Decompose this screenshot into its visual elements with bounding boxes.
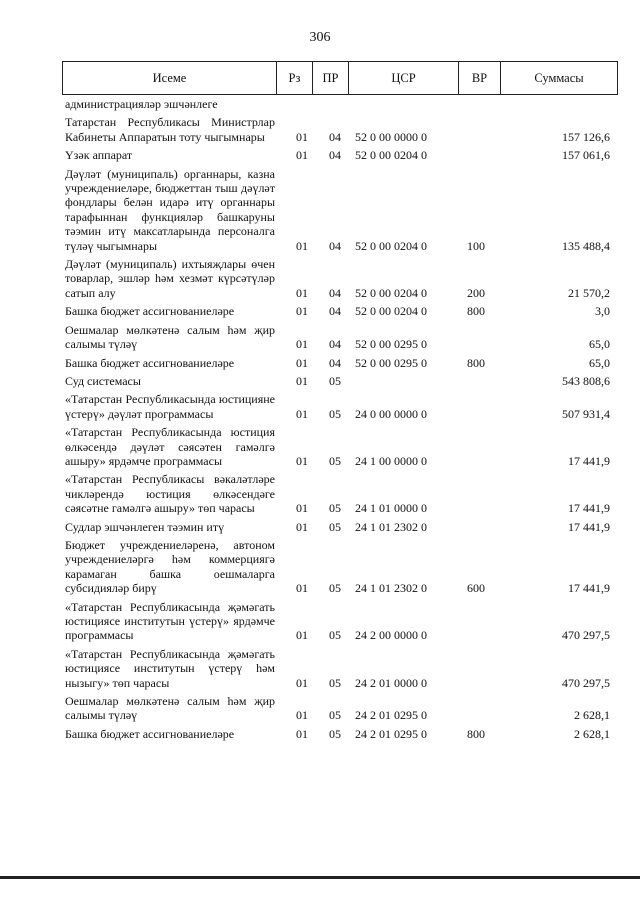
header-rz: Рз bbox=[277, 62, 313, 94]
row-sum: 3,0 bbox=[595, 304, 610, 319]
header-name: Исеме bbox=[63, 62, 277, 94]
row-pr: 04 bbox=[329, 355, 341, 370]
row-name: Татарстан Республикасы Министрлар Кабинеты Аппаратын тоту чыгымнары bbox=[65, 115, 275, 144]
row-name: «Татарстан Республикасында юстицияне үстерү» дәүләт программасы bbox=[65, 392, 275, 421]
row-sum: 2 628,1 bbox=[574, 708, 610, 723]
row-rz: 01 bbox=[296, 373, 308, 388]
row-name: Башка бюджет ассигнованиеләре bbox=[65, 726, 235, 741]
row-csr: 24 0 00 0000 0 bbox=[355, 406, 427, 421]
row-pr: 05 bbox=[329, 453, 341, 468]
table-row bbox=[65, 167, 610, 253]
row-name: «Татарстан Республикасында җәмәгать юстициясе институтын үстерү һәм нызыгу» төп чарасы bbox=[65, 646, 275, 690]
header-sum: Суммасы bbox=[534, 70, 584, 85]
page-number: 306 bbox=[309, 30, 331, 45]
row-pr: 05 bbox=[329, 373, 341, 388]
row-pr: 05 bbox=[329, 519, 341, 534]
row-vr: 800 bbox=[467, 304, 485, 319]
row-sum: 65,0 bbox=[589, 355, 610, 370]
row-name: «Татарстан Республикасында юстиция өлкәсендә дәүләт сәясәтен гамәлгә ашыру» ярдәмче программасы bbox=[65, 425, 275, 468]
table-row bbox=[65, 304, 610, 318]
row-rz: 01 bbox=[296, 148, 308, 163]
row-pr: 04 bbox=[329, 148, 341, 163]
row-name: администрацияләр эшчәнлеге bbox=[65, 97, 218, 111]
table-row bbox=[65, 425, 610, 468]
row-csr: 52 0 00 0000 0 bbox=[355, 129, 427, 144]
row-name: Суд системасы bbox=[65, 373, 141, 388]
header-vr: ВР bbox=[459, 62, 501, 94]
row-csr: 52 0 00 0204 0 bbox=[355, 285, 427, 300]
row-sum: 17 441,9 bbox=[568, 501, 610, 516]
row-vr: 600 bbox=[467, 581, 485, 596]
row-csr: 24 1 00 0000 0 bbox=[355, 453, 427, 468]
row-pr: 04 bbox=[329, 337, 341, 352]
row-name: Оешмалар мөлкәтенә салым һәм җир салымы түләү bbox=[65, 694, 275, 723]
row-sum: 17 441,9 bbox=[568, 453, 610, 468]
row-rz: 01 bbox=[296, 581, 308, 596]
row-sum: 470 297,5 bbox=[562, 675, 610, 690]
row-rz: 01 bbox=[296, 238, 308, 253]
row-rz: 01 bbox=[296, 337, 308, 352]
table-body bbox=[65, 97, 610, 741]
row-name: Оешмалар мөлкәтенә салым һәм җир салымы түләү bbox=[65, 322, 275, 352]
row-sum: 157 061,6 bbox=[562, 148, 610, 163]
row-pr: 04 bbox=[329, 129, 341, 144]
row-name: Башка бюджет ассигнованиеләре bbox=[65, 355, 235, 370]
row-csr: 52 0 00 0295 0 bbox=[355, 355, 427, 370]
row-sum: 507 931,4 bbox=[562, 406, 610, 421]
row-sum: 65,0 bbox=[589, 337, 610, 352]
row-pr: 05 bbox=[329, 581, 341, 596]
row-name: «Татарстан Республикасында җәмәгать юстициясе институтын үстерү» ярдәмче программасы bbox=[65, 599, 275, 643]
row-pr: 05 bbox=[329, 501, 341, 516]
table-row bbox=[65, 392, 610, 421]
row-csr: 52 0 00 0295 0 bbox=[355, 337, 427, 352]
row-sum: 543 808,6 bbox=[562, 373, 610, 388]
header-csr: ЦСР bbox=[349, 62, 459, 94]
row-rz: 01 bbox=[296, 406, 308, 421]
row-pr: 05 bbox=[329, 406, 341, 421]
row-csr: 24 1 01 2302 0 bbox=[355, 581, 427, 596]
row-pr: 05 bbox=[329, 726, 341, 741]
row-rz: 01 bbox=[296, 675, 308, 690]
row-name: «Татарстан Республикасы вәкаләтләре чикләрендә юстиция өлкәсендәге сәясәтне гамәлгә ашыру» төп чарасы bbox=[65, 472, 275, 516]
page-bottom-border bbox=[0, 876, 640, 879]
row-csr: 52 0 00 0204 0 bbox=[355, 304, 427, 319]
row-rz: 01 bbox=[296, 285, 308, 300]
row-rz: 01 bbox=[296, 708, 308, 723]
row-rz: 01 bbox=[296, 129, 308, 144]
row-pr: 05 bbox=[329, 628, 341, 643]
table-row bbox=[65, 356, 610, 370]
table-row bbox=[65, 472, 610, 515]
row-name: Судлар эшчәнлеген тәэмин итү bbox=[65, 519, 225, 534]
row-csr: 24 2 01 0295 0 bbox=[355, 726, 427, 741]
table-row bbox=[65, 647, 610, 690]
row-name: Башка бюджет ассигнованиеләре bbox=[65, 304, 235, 319]
row-csr: 24 2 00 0000 0 bbox=[355, 628, 427, 643]
row-name: Дәүләт (муниципаль) ихтыяҗлары өчен товарлар, эшләр һәм хезмәт күрсәтүләр сатып алу bbox=[65, 257, 275, 300]
table-row bbox=[65, 97, 610, 111]
row-csr: 24 1 01 0000 0 bbox=[355, 501, 427, 516]
row-sum: 21 570,2 bbox=[568, 285, 610, 300]
table-row bbox=[65, 257, 610, 300]
row-name: Үзәк аппарат bbox=[65, 148, 133, 163]
header-pr: ПР bbox=[313, 62, 349, 94]
table-row bbox=[65, 600, 610, 643]
row-vr: 100 bbox=[467, 238, 485, 253]
row-sum: 2 628,1 bbox=[574, 726, 610, 741]
row-rz: 01 bbox=[296, 355, 308, 370]
row-pr: 05 bbox=[329, 708, 341, 723]
table-row bbox=[65, 727, 610, 741]
row-rz: 01 bbox=[296, 453, 308, 468]
row-csr: 52 0 00 0204 0 bbox=[355, 148, 427, 163]
row-pr: 04 bbox=[329, 238, 341, 253]
row-sum: 17 441,9 bbox=[568, 581, 610, 596]
row-rz: 01 bbox=[296, 304, 308, 319]
row-pr: 04 bbox=[329, 285, 341, 300]
row-csr: 24 1 01 2302 0 bbox=[355, 519, 427, 534]
row-pr: 04 bbox=[329, 304, 341, 319]
table-row bbox=[65, 538, 610, 596]
table-row bbox=[65, 148, 610, 162]
row-rz: 01 bbox=[296, 726, 308, 741]
table-row bbox=[65, 694, 610, 723]
row-sum: 135 488,4 bbox=[562, 238, 610, 253]
table-row bbox=[65, 374, 610, 388]
table-row bbox=[65, 115, 610, 144]
row-csr: 24 2 01 0000 0 bbox=[355, 675, 427, 690]
row-rz: 01 bbox=[296, 628, 308, 643]
row-pr: 05 bbox=[329, 675, 341, 690]
row-csr: 52 0 00 0204 0 bbox=[355, 238, 427, 253]
row-sum: 470 297,5 bbox=[562, 628, 610, 643]
table-row bbox=[65, 323, 610, 352]
row-vr: 800 bbox=[467, 726, 485, 741]
row-sum: 157 126,6 bbox=[562, 129, 610, 144]
row-csr: 24 2 01 0295 0 bbox=[355, 708, 427, 723]
row-rz: 01 bbox=[296, 519, 308, 534]
row-name: Бюджет учреждениеләренә, автоном учреждениеләргә һәм коммерциягә карамаган башка оешмаларга субсидияләр бирү bbox=[65, 537, 275, 596]
row-name: Дәүләт (муниципаль) органнары, казна учреждениеләре, бюджеттан тыш дәүләт фондлары белән идарә итү органнары тарафыннан функцияләр башкаруны тәэмин итү максатларында персоналга түләү чыгымнары bbox=[65, 166, 275, 253]
row-sum: 17 441,9 bbox=[568, 519, 610, 534]
row-vr: 800 bbox=[467, 355, 485, 370]
table-row bbox=[65, 520, 610, 534]
table-header bbox=[62, 61, 618, 95]
row-rz: 01 bbox=[296, 501, 308, 516]
row-vr: 200 bbox=[467, 285, 485, 300]
